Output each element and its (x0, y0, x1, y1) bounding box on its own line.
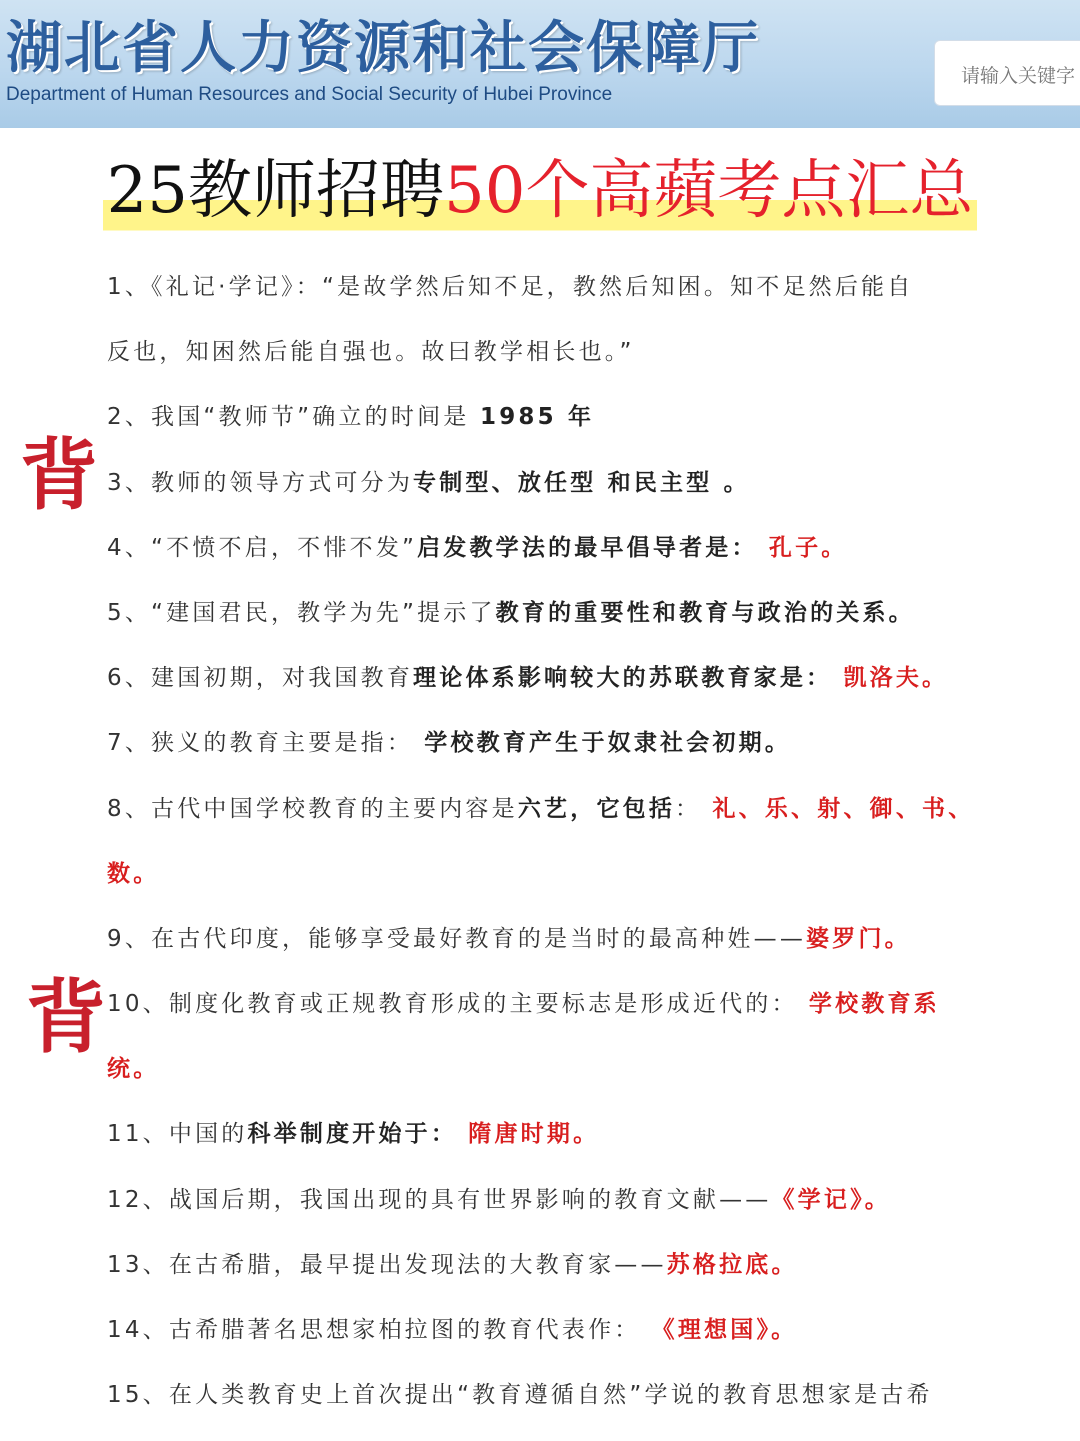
point-text: 13、在古希腊，最早提出发现法的大教育家—— (107, 1251, 667, 1278)
point-key-answer: 礼、乐、射、御、书、 (701, 795, 975, 822)
point-key-answer: 凯洛夫。 (832, 665, 949, 692)
point-text: 6、建国初期，对我国教育 (107, 665, 414, 692)
list-item (107, 1233, 1007, 1298)
point-text: 10、制度化教育或正规教育形成的主要标志是形成近代的： (107, 991, 798, 1018)
point-text: ： (675, 795, 702, 822)
point-text: 8、古代中国学校教育的主要内容是 (107, 795, 518, 822)
list-item (107, 646, 1007, 711)
point-text: 4、“不愤不启，不悱不发” (107, 534, 418, 561)
list-item (107, 711, 1007, 776)
title-highlight (103, 146, 978, 236)
list-item (107, 581, 1007, 646)
point-bold-text: 科举制度开始于： (247, 1121, 458, 1148)
title-prefix: 25教师招聘 (106, 154, 444, 228)
point-text: 12、战国后期，我国出现的具有世界影响的教育文献—— (107, 1186, 772, 1213)
list-item (107, 516, 1007, 581)
list-item (107, 777, 1007, 842)
list-item (107, 1363, 1007, 1428)
point-bold-text: 学校教育产生于奴隶社会初期。 (413, 730, 792, 757)
search-input[interactable]: 请输入关键字 (934, 40, 1080, 106)
point-key-answer: 婆罗门。 (806, 925, 911, 952)
site-banner (0, 0, 1080, 128)
list-item (107, 907, 1007, 972)
point-key-answer: 数。 (107, 860, 160, 887)
point-bold-text: 专制型、放任型 和民主型 。 (413, 469, 750, 496)
memorize-mark: 背 (26, 970, 106, 1064)
list-item (107, 1168, 1007, 1233)
point-key-answer: 孔子。 (757, 534, 848, 561)
point-key-answer: 《理想国》。 (640, 1317, 798, 1343)
point-text: 14、古希腊著名思想家柏拉图的教育代表作： (107, 1317, 641, 1343)
point-bold-text: 六艺，它包括 (517, 795, 676, 822)
point-key-answer: 统。 (107, 1056, 160, 1083)
title-emphasis: 50个高蘋考点汇总 (444, 154, 974, 228)
list-item (107, 255, 1007, 320)
point-text: 7、狭义的教育主要是指： (107, 730, 414, 757)
point-text: 1、《礼记·学记》：“是故学然后知不足，教然后知困。知不足然后能自 (107, 274, 914, 300)
point-bold-text: 启发教学法的最早倡导者是： (417, 534, 758, 561)
point-text: 5、“建国君民，教学为先”提示了 (107, 599, 496, 626)
point-bold-text: 理论体系影响较大的苏联教育家是： (413, 665, 833, 692)
point-bold-text: 1985 年 (479, 404, 595, 431)
list-item (107, 385, 1007, 450)
point-text: 11、中国的 (107, 1121, 248, 1148)
memorize-mark: 背 (20, 430, 99, 521)
point-key-answer: 学校教育系 (797, 991, 940, 1018)
point-text: 3、教师的领导方式可分为 (107, 469, 414, 496)
point-text: 2、我国“教师节”确立的时间是 (107, 404, 480, 431)
list-item (107, 1102, 1007, 1167)
point-text: 9、在古代印度，能够享受最好教育的是当时的最高种姓—— (107, 925, 807, 952)
key-points-list (107, 255, 1007, 1428)
point-key-answer: 《学记》。 (771, 1186, 891, 1213)
list-item (107, 1037, 1007, 1102)
point-key-answer: 苏格拉底。 (666, 1251, 798, 1278)
point-text: 反也，知困然后能自强也。故曰教学相长也。” (107, 339, 635, 366)
list-item (107, 1298, 1007, 1363)
page-title (0, 146, 1080, 236)
list-item (107, 972, 1007, 1037)
list-item (107, 451, 1007, 516)
site-title: 湖北省人力资源和社会保障厅 (6, 16, 760, 81)
point-bold-text: 教育的重要性和教育与政治的关系。 (495, 599, 915, 626)
site-subtitle: Department of Human Resources and Social Security of Hubei Province (6, 84, 613, 105)
list-item (107, 320, 1007, 385)
point-key-answer: 隋唐时期。 (457, 1121, 600, 1148)
list-item (107, 842, 1007, 907)
point-text: 15、在人类教育史上首次提出“教育遵循自然”学说的教育思想家是古希 (107, 1382, 933, 1409)
